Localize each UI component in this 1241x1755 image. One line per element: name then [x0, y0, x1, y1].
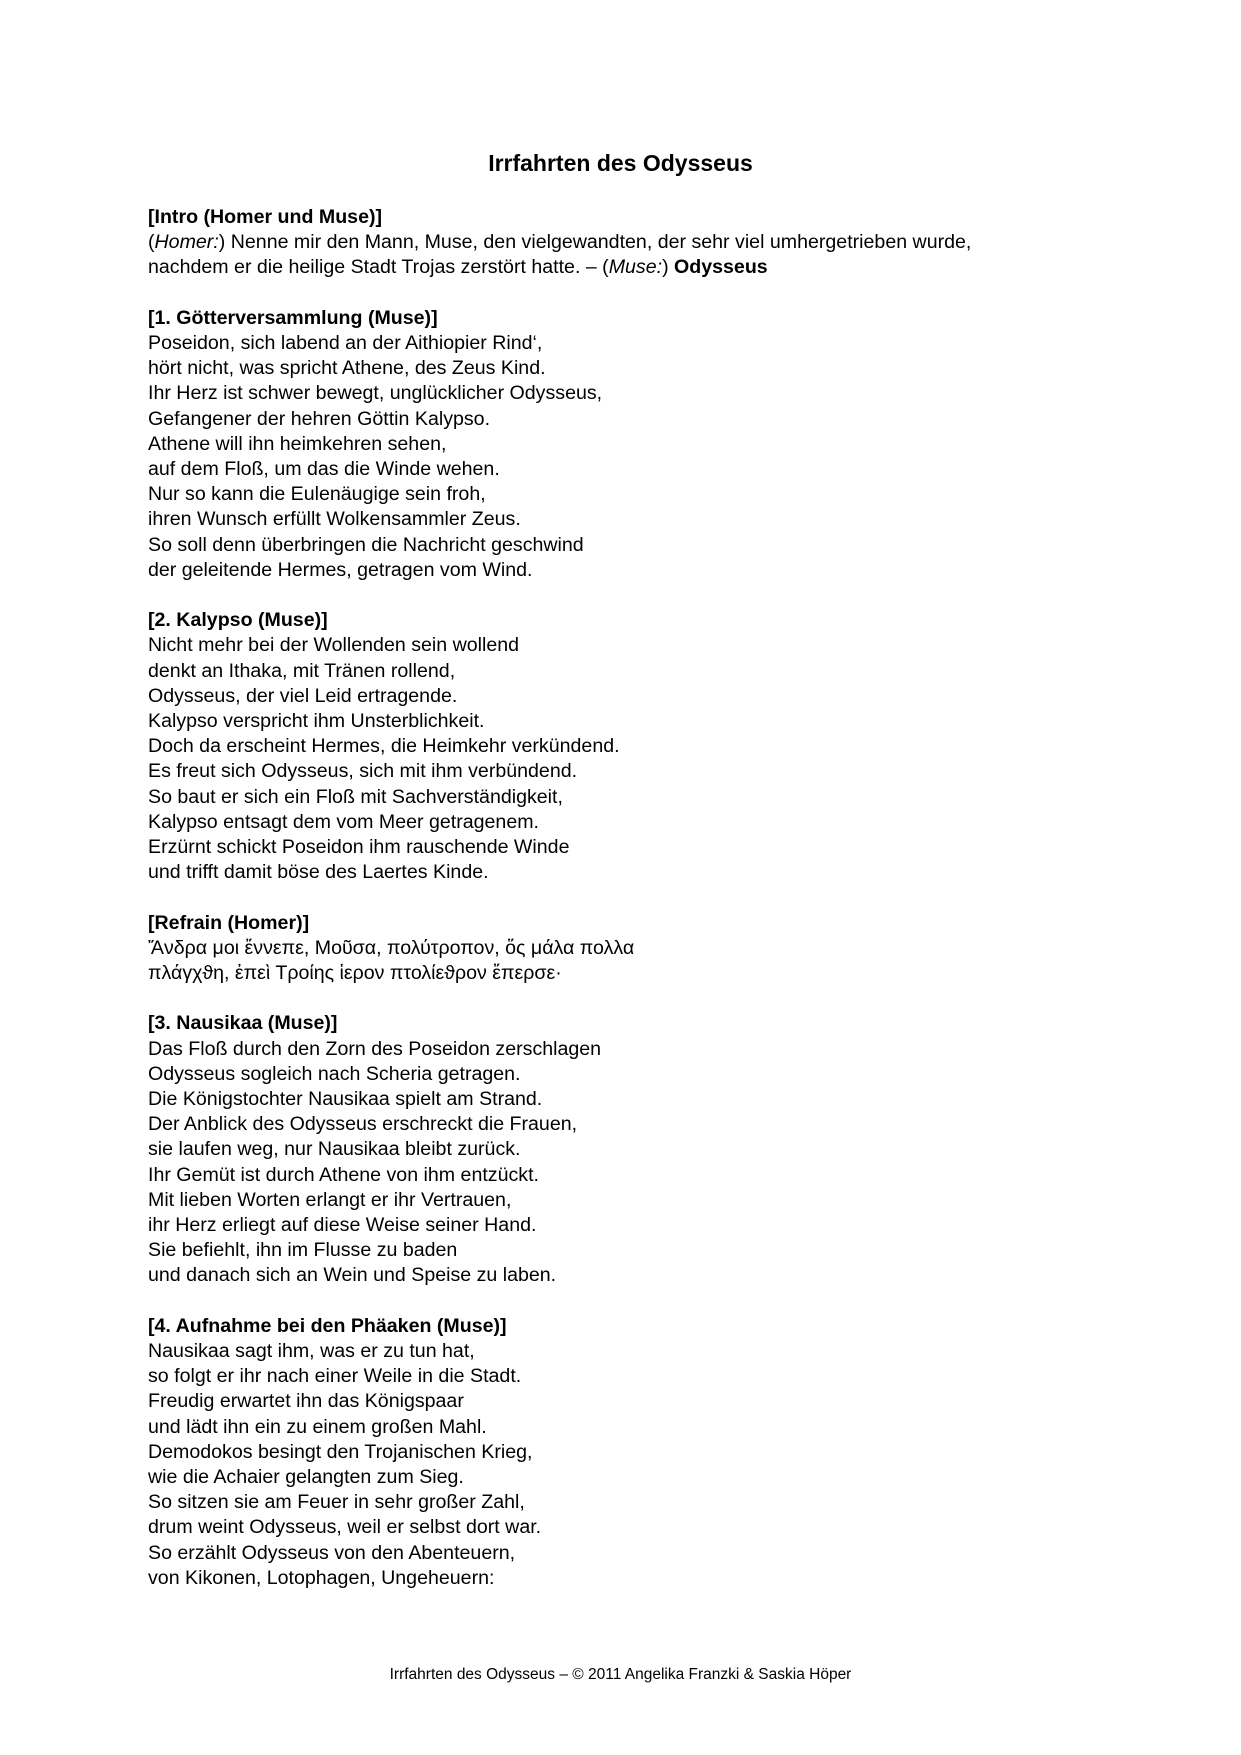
- section-heading: [Intro (Homer und Muse)]: [148, 206, 383, 228]
- verse-line: Ihr Gemüt ist durch Athene von ihm entzückt.: [148, 1163, 539, 1186]
- verse-line: Mit lieben Worten erlangt er ihr Vertrauen,: [148, 1188, 512, 1211]
- verse-section: [148, 1011, 1108, 1288]
- verse-line: und lädt ihn ein zu einem großen Mahl.: [148, 1415, 487, 1438]
- verse-line: Ihr Herz ist schwer bewegt, unglücklicher Odysseus,: [148, 382, 603, 405]
- verse-line: Odysseus sogleich nach Scheria getragen.: [148, 1062, 521, 1085]
- verse-line: So erzählt Odysseus von den Abenteuern,: [148, 1541, 516, 1564]
- section-heading: [2. Kalypso (Muse)]: [148, 609, 328, 632]
- verse-section: [148, 608, 1108, 885]
- verse-line: Gefangener der hehren Göttin Kalypso.: [148, 407, 491, 430]
- verse-line: ihr Herz erliegt auf diese Weise seiner Hand.: [148, 1214, 537, 1237]
- text-fragment: ) Nenne mir den Mann, Muse, den vielgewandten, der sehr viel umhergetrieben wurde,: [218, 231, 972, 254]
- verse-line: Nur so kann die Eulenäugige sein froh,: [148, 483, 486, 506]
- verse-section: [148, 911, 1108, 987]
- verse-line: Nicht mehr bei der Wollenden sein wollend: [148, 634, 520, 657]
- lyrics-body: [148, 205, 1108, 1616]
- verse-line: Ἄνδρα μοι ἔννεπε, Μοῦσα, πολύτροπον, ὅς μάλα πολλα: [148, 936, 635, 959]
- verse-line: denkt an Ithaka, mit Tränen rollend,: [148, 659, 456, 682]
- verse-line: Erzürnt schickt Poseidon ihm rauschende Winde: [148, 836, 570, 859]
- verse-line: und danach sich an Wein und Speise zu laben.: [148, 1264, 557, 1287]
- section-intro: [148, 205, 1108, 281]
- verse-line: Freudig erwartet ihn das Königspaar: [148, 1390, 464, 1413]
- verse-sections: [148, 306, 1108, 1591]
- text-fragment: ): [662, 256, 675, 279]
- verse-line: So sitzen sie am Feuer in sehr großer Zahl,: [148, 1491, 525, 1514]
- verse-line: Kalypso verspricht ihm Unsterblichkeit.: [148, 710, 485, 733]
- page-footer: Irrfahrten des Odysseus – © 2011 Angelika Franzki & Saskia Höper: [389, 1666, 852, 1683]
- verse-line: Poseidon, sich labend an der Aithiopier Rind‘,: [148, 332, 543, 354]
- verse-line: so folgt er ihr nach einer Weile in die Stadt.: [148, 1365, 522, 1388]
- section-heading: [3. Nausikaa (Muse)]: [148, 1012, 338, 1035]
- verse-line: So baut er sich ein Floß mit Sachverständigkeit,: [148, 785, 563, 808]
- intro-line-1: [148, 230, 1108, 255]
- verse-line: hört nicht, was spricht Athene, des Zeus Kind.: [148, 357, 546, 380]
- verse-line: auf dem Floß, um das die Winde wehen.: [148, 458, 500, 481]
- verse-line: sie laufen weg, nur Nausikaa bleibt zurück.: [148, 1138, 521, 1161]
- verse-line: Doch da erscheint Hermes, die Heimkehr verkündend.: [148, 735, 620, 758]
- verse-line: Nausikaa sagt ihm, was er zu tun hat,: [148, 1340, 475, 1363]
- verse-line: drum weint Odysseus, weil er selbst dort war.: [148, 1516, 542, 1539]
- verse-line: πλάγχϑη, ἐπεὶ Τροίης ἱερον πτολίεϑρον ἔπερσε·: [148, 962, 562, 985]
- verse-line: Demodokos besingt den Trojanischen Krieg,: [148, 1440, 533, 1463]
- verse-line: wie die Achaier gelangten zum Sieg.: [148, 1466, 464, 1489]
- verse-line: und trifft damit böse des Laertes Kinde.: [148, 861, 489, 884]
- verse-line: Athene will ihn heimkehren sehen,: [148, 432, 447, 455]
- verse-line: ihren Wunsch erfüllt Wolkensammler Zeus.: [148, 508, 521, 531]
- text-fragment: nachdem er die heilige Stadt Trojas zerstört hatte. – (: [148, 256, 609, 279]
- verse-line: von Kikonen, Lotophagen, Ungeheuern:: [148, 1566, 495, 1589]
- verse-line: Kalypso entsagt dem vom Meer getragenem.: [148, 810, 539, 833]
- verse-line: der geleitende Hermes, getragen vom Wind.: [148, 558, 533, 581]
- intro-line-2: [148, 255, 1108, 280]
- verse-line: Die Königstochter Nausikaa spielt am Strand.: [148, 1088, 543, 1111]
- text-fragment: (: [148, 231, 155, 254]
- speaker-homer: Homer:: [154, 231, 219, 254]
- section-heading: [4. Aufnahme bei den Phäaken (Muse)]: [148, 1314, 507, 1337]
- page-title: Irrfahrten des Odysseus: [488, 150, 753, 176]
- section-heading: [Refrain (Homer)]: [148, 911, 310, 934]
- verse-line: Sie befiehlt, ihn im Flusse zu baden: [148, 1239, 458, 1262]
- verse-line: Der Anblick des Odysseus erschreckt die Frauen,: [148, 1113, 578, 1136]
- speaker-muse: Muse:: [608, 256, 663, 279]
- verse-line: So soll denn überbringen die Nachricht geschwind: [148, 533, 584, 556]
- answer-odysseus: Odysseus: [674, 256, 768, 279]
- section-heading: [1. Götterversammlung (Muse)]: [148, 306, 438, 329]
- verse-section: [148, 306, 1108, 583]
- verse-line: Odysseus, der viel Leid ertragende.: [148, 684, 458, 707]
- verse-line: Das Floß durch den Zorn des Poseidon zerschlagen: [148, 1037, 602, 1060]
- verse-section: [148, 1314, 1108, 1591]
- verse-line: Es freut sich Odysseus, sich mit ihm verbündend.: [148, 760, 578, 783]
